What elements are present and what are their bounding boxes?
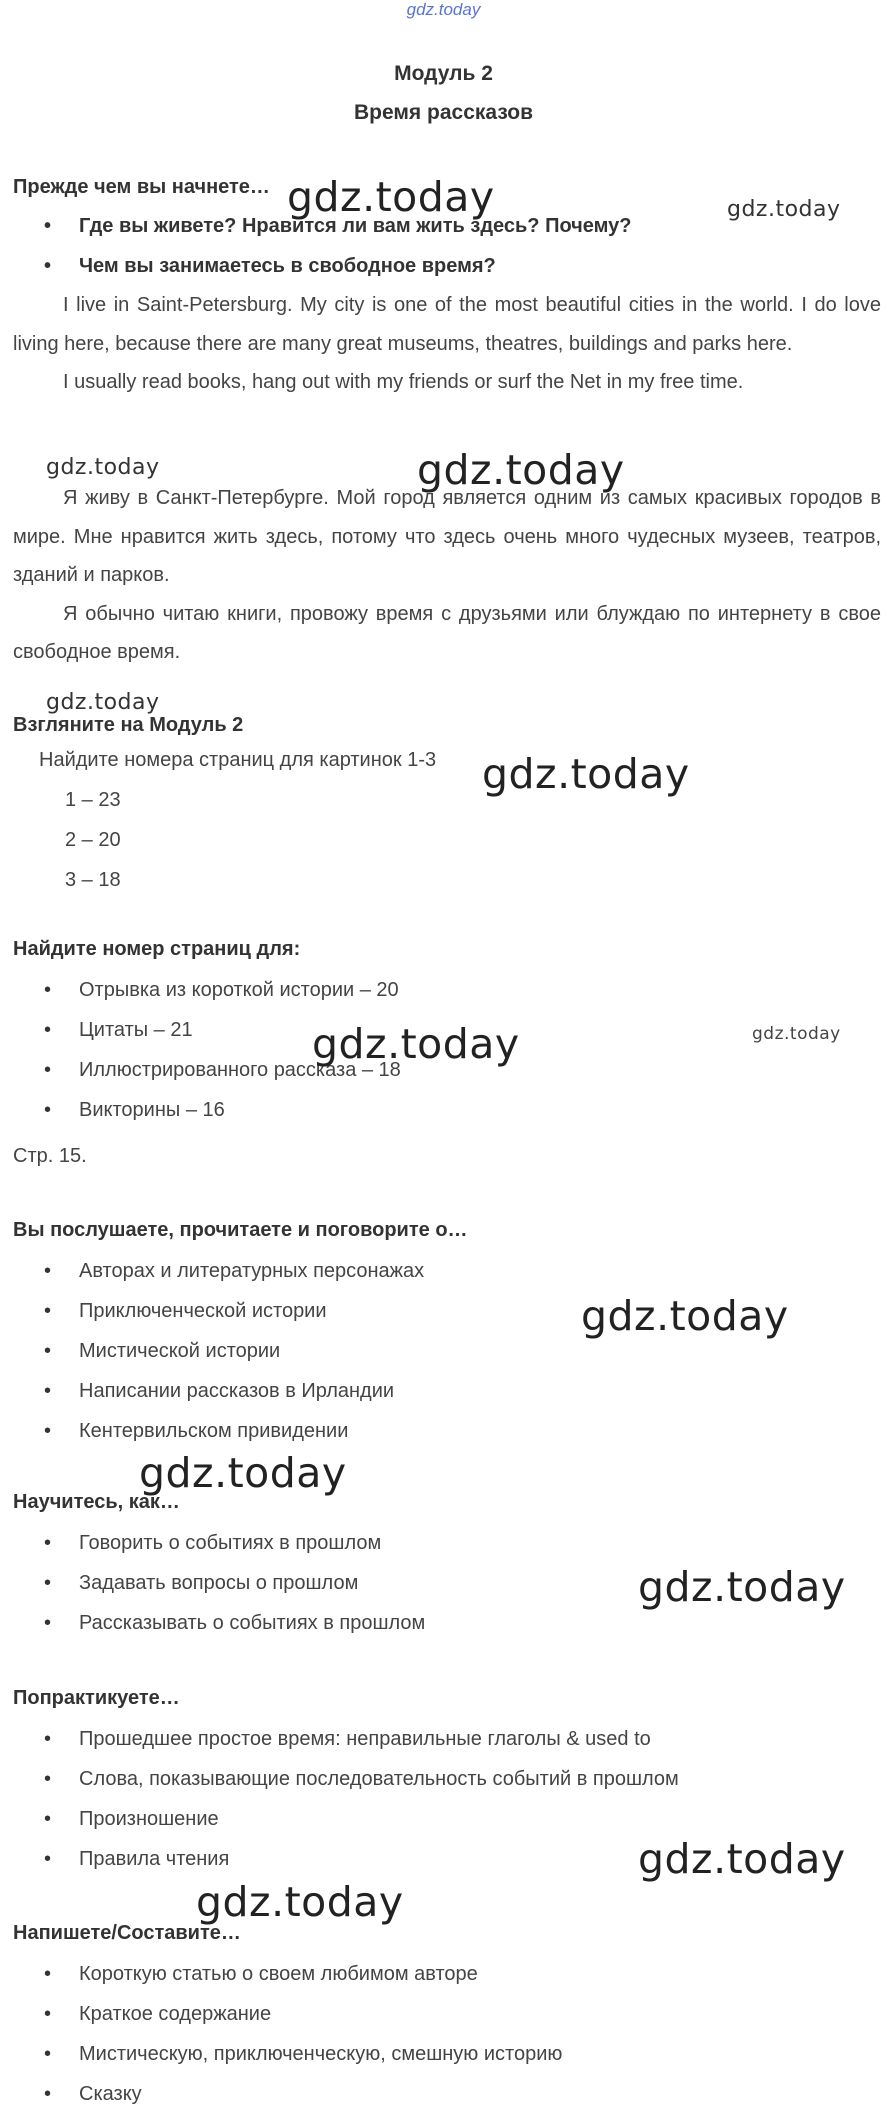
list-item: • Отрывка из короткой истории – 20 xyxy=(13,970,881,1010)
instruction-text: Найдите номера страниц для картинок 1-3 xyxy=(39,749,437,771)
list-item: • Сказку xyxy=(13,2074,881,2114)
section-learn-how xyxy=(13,1487,881,1643)
list-item: • Цитаты – 21 xyxy=(13,1010,881,1050)
section-heading: Научитесь, как… xyxy=(13,1491,180,1513)
skills-list xyxy=(13,1523,881,1643)
watermark: gdz.today xyxy=(727,197,841,222)
topics-list xyxy=(13,1251,881,1451)
list-item: • Иллюстрированного рассказа – 18 xyxy=(13,1050,881,1090)
section-look-at-module xyxy=(13,710,881,900)
section-before-you-start xyxy=(13,172,881,402)
module-subtitle: Время рассказов xyxy=(354,101,533,124)
list-item: • Где вы живете? Нравится ли вам жить здесь? Почему? xyxy=(13,206,881,246)
section-practise xyxy=(13,1683,881,1879)
practise-list xyxy=(13,1719,881,1879)
section-heading: Найдите номер страниц для: xyxy=(13,938,301,960)
section-heading: Вы послушаете, прочитаете и поговорите о… xyxy=(13,1219,468,1241)
watermark: gdz.today xyxy=(417,446,625,494)
list-item: • Кентервильском привидении xyxy=(13,1411,881,1451)
english-paragraph: I live in Saint-Petersburg. My city is one of the most beautiful cities in the world. I do love living here, because there are many great museums, theatres, buildings and parks here. xyxy=(13,294,881,355)
list-item: • Говорить о событиях в прошлом xyxy=(13,1523,881,1563)
list-item: • Чем вы занимаетесь в свободное время? xyxy=(13,246,881,286)
section-heading: Попрактикуете… xyxy=(13,1687,180,1709)
watermark: gdz.today xyxy=(287,173,495,221)
answer-line: 3 – 18 xyxy=(65,869,121,891)
section-listen-read-talk xyxy=(13,1215,881,1451)
russian-paragraph: Я обычно читаю книги, провожу время с друзьями или блуждаю по интернету в свое свободное время. xyxy=(13,602,881,663)
list-item: • Викторины – 16 xyxy=(13,1090,881,1130)
list-item: • Рассказывать о событиях в прошлом xyxy=(13,1603,881,1643)
section-heading: Напишете/Составите… xyxy=(13,1922,241,1944)
question-list xyxy=(13,206,881,286)
watermark: gdz.today xyxy=(752,1024,841,1044)
list-item: • Мистической истории xyxy=(13,1331,881,1371)
list-item: • Написании рассказов в Ирландии xyxy=(13,1371,881,1411)
list-item: • Приключенческой истории xyxy=(13,1291,881,1331)
watermark: gdz.today xyxy=(46,455,160,480)
find-pages-list xyxy=(13,970,881,1130)
write-list xyxy=(13,1954,881,2114)
list-item: • Короткую статью о своем любимом авторе xyxy=(13,1954,881,1994)
list-item: • Прошедшее простое время: неправильные глаголы & used to xyxy=(13,1719,881,1759)
list-item: • Слова, показывающие последовательность событий в прошлом xyxy=(13,1759,881,1799)
english-paragraph: I usually read books, hang out with my friends or surf the Net in my free time. xyxy=(63,371,744,393)
watermark: gdz.today xyxy=(312,1020,520,1068)
watermark: gdz.today xyxy=(46,690,160,715)
watermark: gdz.today xyxy=(638,1835,846,1883)
watermark: gdz.today xyxy=(139,1449,347,1497)
page-reference: Стр. 15. xyxy=(13,1145,87,1167)
list-item: • Задавать вопросы о прошлом xyxy=(13,1563,881,1603)
section-heading: Взгляните на Модуль 2 xyxy=(13,714,244,736)
answer-line: 2 – 20 xyxy=(65,829,121,851)
watermark: gdz.today xyxy=(638,1563,846,1611)
list-item: • Мистическую, приключенческую, смешную историю xyxy=(13,2034,881,2074)
module-title: Модуль 2 xyxy=(394,62,493,85)
section-heading: Прежде чем вы начнете… xyxy=(13,176,270,198)
list-item: • Авторах и литературных персонажах xyxy=(13,1251,881,1291)
list-item: • Правила чтения xyxy=(13,1839,881,1879)
answer-line: 1 – 23 xyxy=(65,789,121,811)
list-item: • Краткое содержание xyxy=(13,1994,881,2034)
section-write xyxy=(13,1918,881,2114)
section-russian-translation xyxy=(13,479,881,672)
top-watermark: gdz.today xyxy=(406,0,481,19)
watermark: gdz.today xyxy=(581,1292,789,1340)
watermark: gdz.today xyxy=(196,1878,404,1926)
watermark: gdz.today xyxy=(482,750,690,798)
russian-paragraph: Я живу в Санкт-Петербурге. Мой город является одним из самых красивых городов в мире. Мне нравится жить здесь, потому что здесь очень много чудесных музеев, театров, зданий и парков. xyxy=(13,487,881,586)
section-find-pages xyxy=(13,934,881,1176)
list-item: • Произношение xyxy=(13,1799,881,1839)
